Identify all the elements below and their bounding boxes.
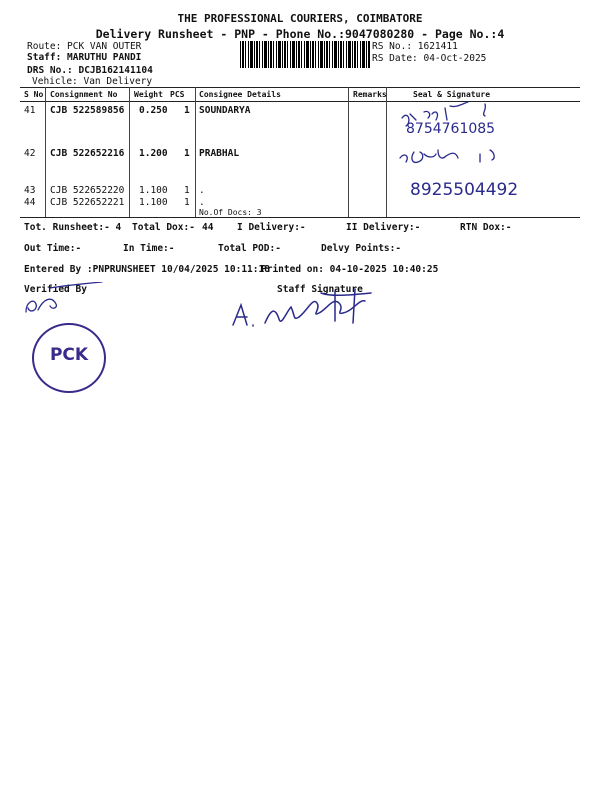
row-consignee: SOUNDARYA	[199, 105, 251, 116]
col-divider	[195, 87, 196, 217]
entered-by: Entered By :PNPRUNSHEET 10/04/2025 10:11:18	[24, 264, 270, 275]
row-consignment: CJB 522652220	[50, 185, 125, 196]
header-seal-signature: Seal & Signature	[413, 90, 491, 99]
verifier-signature	[20, 282, 110, 322]
row-pcs: 1	[184, 197, 190, 208]
drs-number: DRS No.: DCJB162141104	[27, 65, 153, 76]
route-label: Route: PCK VAN OUTER	[27, 41, 142, 52]
row-sno: 44	[24, 197, 36, 208]
verified-by: Verified By	[24, 284, 87, 295]
header-sno: S No	[24, 90, 44, 99]
row-pcs: 1	[184, 148, 190, 159]
row-weight: 1.100	[139, 197, 168, 208]
header-weight: Weight	[134, 90, 163, 99]
stamp-text: PCK	[49, 345, 89, 365]
table-bottom-rule	[20, 217, 580, 218]
staff-label: Staff: MARUTHU PANDI	[27, 52, 142, 63]
ii-delivery: II Delivery:-	[346, 222, 421, 233]
rs-date: RS Date: 04-Oct-2025	[372, 53, 487, 64]
handwritten-signatures	[390, 100, 540, 200]
in-time: In Time:-	[123, 243, 175, 254]
row-sno: 42	[24, 148, 36, 159]
rs-number: RS No.: 1621411	[372, 41, 458, 52]
total-pod: Total POD:-	[218, 243, 281, 254]
row-consignee: .	[199, 185, 205, 196]
no-of-docs: No.Of Docs: 3	[199, 208, 262, 217]
col-divider	[129, 87, 130, 217]
company-name: THE PROFESSIONAL COURIERS, COIMBATORE	[177, 12, 423, 25]
total-dox-label: Total Dox:-	[132, 222, 195, 233]
pck-stamp	[32, 323, 106, 393]
row-weight: 1.200	[139, 148, 168, 159]
row-consignee: PRABHAL	[199, 148, 240, 159]
col-divider	[348, 87, 349, 217]
rtn-dox: RTN Dox:-	[460, 222, 512, 233]
row-consignment: CJB 522652221	[50, 197, 125, 208]
table-top-rule	[20, 87, 580, 88]
header-pcs: PCS	[170, 90, 185, 99]
staff-signature	[225, 285, 405, 340]
row-weight: 0.250	[139, 105, 168, 116]
row-sno: 43	[24, 185, 36, 196]
row-pcs: 1	[184, 105, 190, 116]
vehicle-label: Vehicle: Van Delivery	[32, 76, 153, 87]
handwritten-phone-row44: 8925504492	[410, 180, 519, 200]
printed-on: Printed on: 04-10-2025 10:40:25	[261, 264, 439, 275]
row-consignment: CJB 522652216	[50, 148, 125, 159]
out-time: Out Time:-	[24, 243, 82, 254]
header-consignee: Consignee Details	[199, 90, 281, 99]
staff-signature-label: Staff Signature	[277, 284, 363, 295]
col-divider	[45, 87, 46, 217]
tot-runsheet: Tot. Runsheet:- 4	[24, 222, 122, 233]
barcode	[240, 41, 370, 68]
i-delivery: I Delivery:-	[237, 222, 306, 233]
handwritten-phone-row41: 8754761085	[406, 121, 496, 137]
delvy-points: Delvy Points:-	[321, 243, 402, 254]
runsheet-title: Delivery Runsheet - PNP - Phone No.:9047080280 - Page No.:4	[95, 27, 505, 41]
total-dox-value: 44	[202, 222, 214, 233]
row-consignee: .	[199, 197, 205, 208]
row-weight: 1.100	[139, 185, 168, 196]
header-remarks: Remarks	[353, 90, 387, 99]
header-consignment: Consignment No	[50, 90, 118, 99]
row-sno: 41	[24, 105, 36, 116]
col-divider	[386, 87, 387, 217]
row-pcs: 1	[184, 185, 190, 196]
row-consignment: CJB 522589856	[50, 105, 125, 116]
